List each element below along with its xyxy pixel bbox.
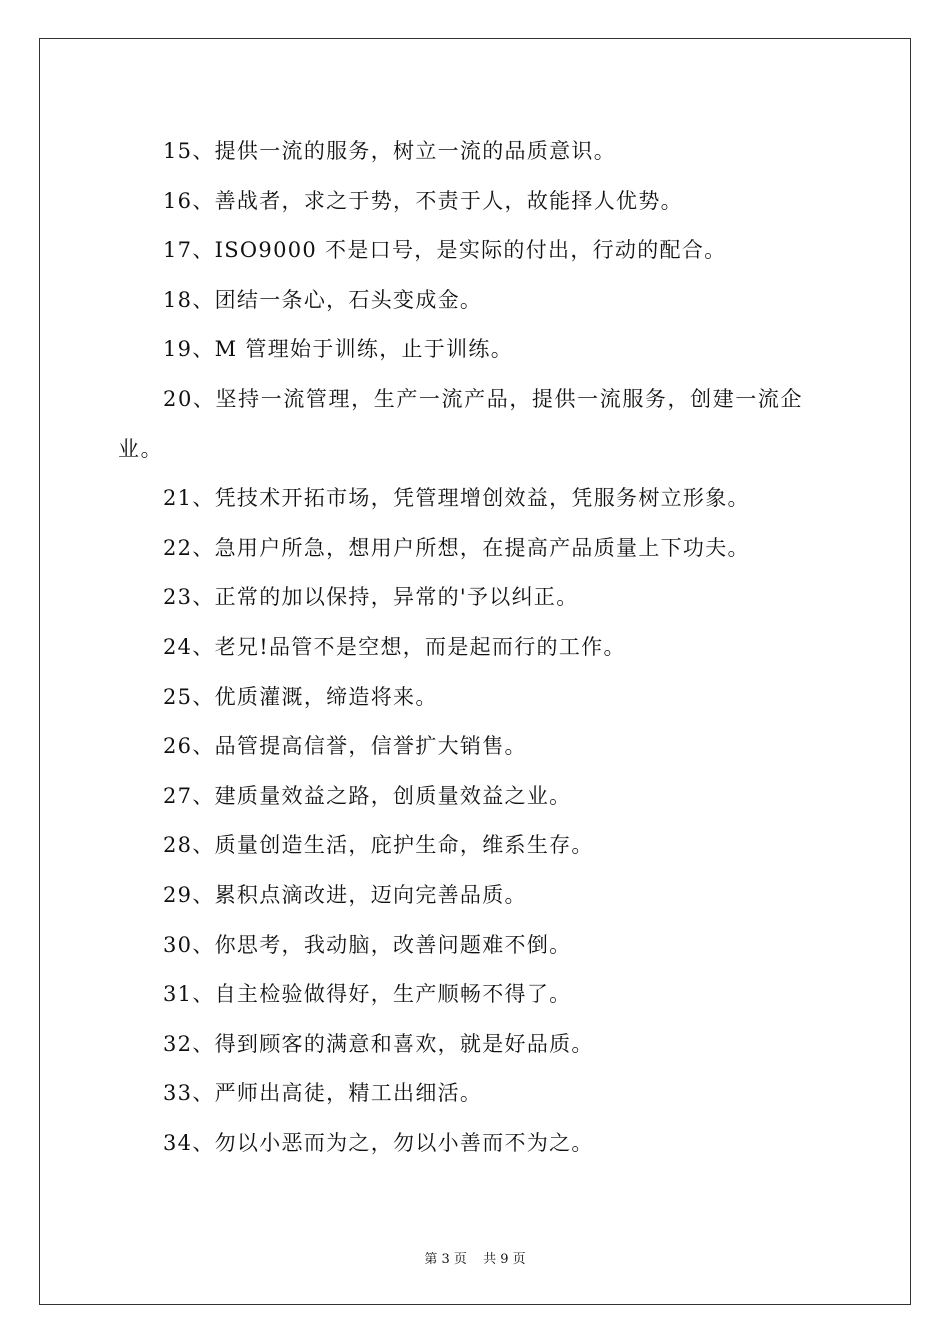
- list-item: 33、严师出高徒，精工出细活。: [163, 1081, 483, 1106]
- list-item: 28、质量创造生活，庇护生命，维系生存。: [163, 833, 594, 858]
- list-item: 16、善战者，求之于势，不责于人，故能择人优势。: [163, 188, 683, 213]
- list-item: 34、勿以小恶而为之，勿以小善而不为之。: [163, 1130, 594, 1155]
- page-number: 第 3 页: [424, 1252, 467, 1267]
- list-item: 29、累积点滴改进，迈向完善品质。: [163, 882, 527, 907]
- list-item: 25、优质灌溉，缔造将来。: [163, 684, 438, 709]
- list-item: 21、凭技术开拓市场，凭管理增创效益，凭服务树立形象。: [163, 486, 750, 511]
- list-item: 15、提供一流的服务，树立一流的品质意识。: [163, 139, 617, 163]
- list-item: 23、正常的加以保持，异常的'予以纠正。: [163, 585, 579, 610]
- list-item: 26、品管提高信誉，信誉扩大销售。: [163, 734, 527, 759]
- list-item: 24、老兄!品管不是空想，而是起而行的工作。: [163, 634, 626, 659]
- list-item: 17、ISO9000 不是口号，是实际的付出，行动的配合。: [163, 238, 727, 263]
- list-item: 27、建质量效益之路，创质量效益之业。: [163, 783, 572, 808]
- list-item: 31、自主检验做得好，生产顺畅不得了。: [163, 982, 572, 1007]
- list-item: 22、急用户所急，想用户所想，在提高产品质量上下功夫。: [163, 535, 750, 560]
- list-item: 18、团结一条心，石头变成金。: [163, 287, 483, 312]
- document-body: [118, 127, 838, 1168]
- list-item: 19、M 管理始于训练，止于训练。: [163, 337, 513, 362]
- page-total: 共 9 页: [483, 1252, 526, 1267]
- list-item: 20、坚持一流管理，生产一流产品，提供一流服务，创建一流企业。: [118, 386, 804, 461]
- list-item: 32、得到顾客的满意和喜欢，就是好品质。: [163, 1031, 594, 1056]
- page-footer: [0, 1248, 950, 1267]
- list-item: 30、你思考，我动脑，改善问题难不倒。: [163, 932, 572, 957]
